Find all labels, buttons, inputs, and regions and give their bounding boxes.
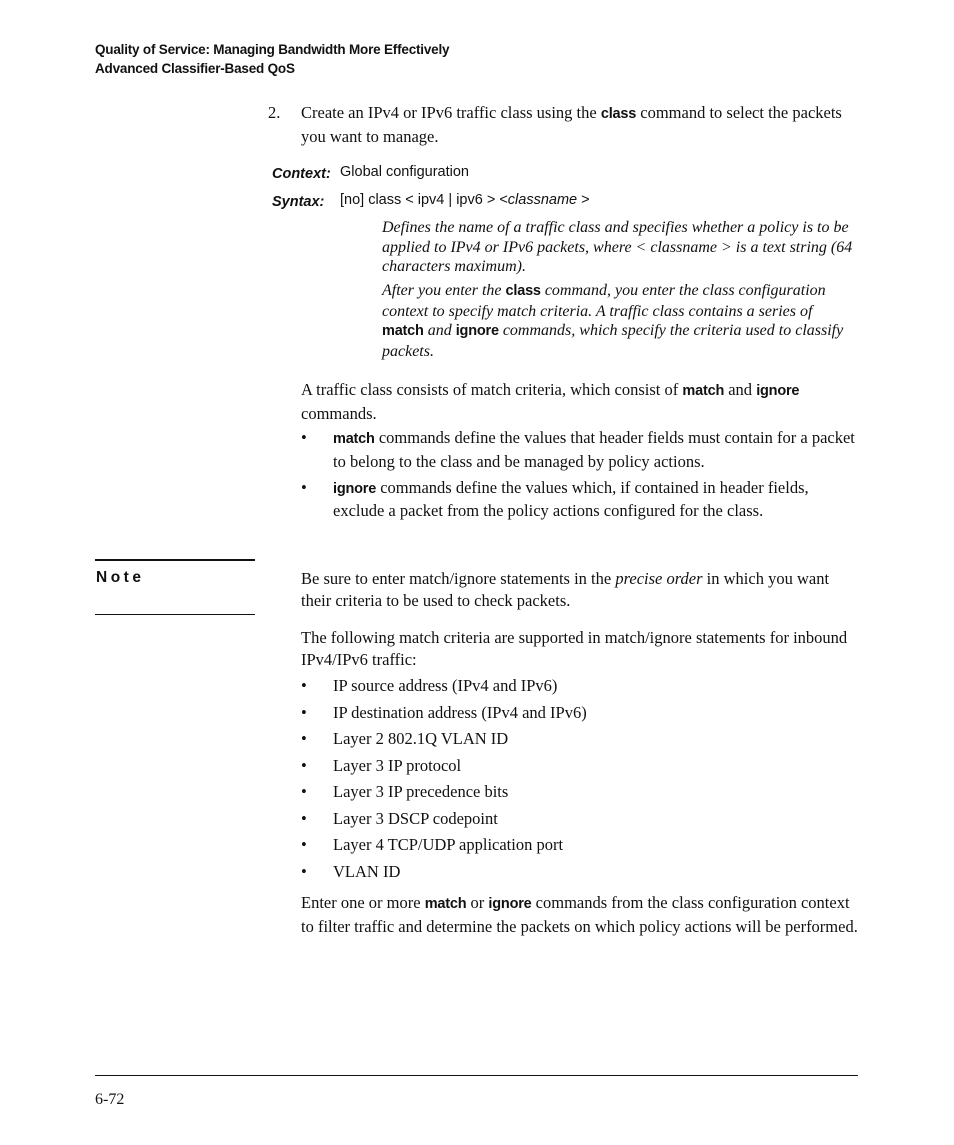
command-match: match — [424, 896, 467, 912]
criteria-intro: The following match criteria are supported in match/ignore statements for inbound IPv4/IPv6 traffic: — [301, 628, 848, 669]
command-class: class — [600, 106, 637, 122]
command-ignore: ignore — [488, 896, 532, 912]
header-chapter-title: Quality of Service: Managing Bandwidth More Effectively — [95, 42, 450, 57]
bullet-marker: • — [301, 428, 307, 447]
list-item: • IP destination address (IPv4 and IPv6) — [301, 702, 587, 722]
bullet-marker: • — [301, 835, 307, 854]
command-match: match — [382, 323, 424, 339]
list-item: • Layer 4 TCP/UDP application port — [301, 835, 564, 854]
syntax-description-2: After you enter the class command, you enter the class configuration context to specify match criteria. A traffic class contains a series of match and ignore commands, which specify the criteria used to classify packets. — [382, 282, 844, 360]
running-header — [95, 40, 449, 78]
list-item: • match commands define the values that header fields must contain for a packet to belong to the class and be managed by policy actions. — [301, 428, 855, 471]
note-rule-bottom — [95, 614, 255, 615]
list-item: • Layer 3 IP precedence bits — [301, 782, 509, 801]
context-label: Context: — [272, 166, 331, 182]
bullet-marker: • — [301, 808, 307, 828]
syntax-param: classname — [507, 192, 578, 208]
header-section-title: Advanced Classifier-Based QoS — [95, 61, 295, 76]
bullet-marker: • — [301, 477, 307, 497]
syntax-label: Syntax: — [272, 194, 325, 210]
command-match: match — [682, 383, 725, 399]
context-value: Global configuration — [340, 164, 469, 180]
bullet-marker: • — [301, 782, 307, 801]
note-text: Be sure to enter match/ignore statements in the precise order in which you want their criteria to be used to check packets. — [301, 569, 830, 610]
note-emphasis: precise order — [615, 569, 703, 588]
context-row — [272, 162, 469, 186]
command-match: match — [333, 431, 375, 447]
step-number: 2. — [268, 103, 281, 122]
command-ignore: ignore — [333, 480, 377, 497]
bullet-marker: • — [301, 861, 307, 881]
command-class: class — [505, 283, 541, 299]
list-item: • Layer 3 IP protocol — [301, 755, 462, 775]
list-item: • Layer 3 DSCP codepoint — [301, 808, 498, 828]
footer-rule — [95, 1075, 858, 1076]
bullet-marker: • — [301, 676, 307, 695]
syntax-description: Defines the name of a traffic class and specifies whether a policy is to be applied to IPv4 or IPv6 packets, where < classname > is a text string (64 characters maximum). — [382, 219, 853, 275]
list-item: • Layer 2 802.1Q VLAN ID — [301, 729, 509, 748]
criteria-list — [301, 675, 859, 887]
syntax-row — [272, 190, 590, 214]
bullet-marker: • — [301, 702, 307, 722]
list-item: • IP source address (IPv4 and IPv6) — [301, 676, 558, 695]
closing-paragraph: Enter one or more match or ignore commands from the class configuration context to filter traffic and determine the packets on which policy actions will be performed. — [301, 893, 858, 936]
list-item: • VLAN ID — [301, 861, 401, 881]
command-ignore: ignore — [455, 323, 499, 339]
bullet-marker: • — [301, 755, 307, 775]
page-number: 6-72 — [95, 1091, 125, 1108]
note-label: Note — [96, 569, 145, 586]
step-text: Create an IPv4 or IPv6 traffic class using the class command to select the packets you want to manage. — [301, 103, 842, 146]
command-bullet-list — [301, 427, 859, 526]
syntax-command: [no] class < ipv4 | ipv6 > <classname > — [340, 192, 590, 208]
bullet-marker: • — [301, 729, 307, 748]
command-ignore: ignore — [756, 383, 800, 399]
traffic-class-paragraph: A traffic class consists of match criteria, which consist of match and ignore commands. — [301, 380, 800, 423]
note-rule-top — [95, 559, 255, 561]
list-item: • ignore commands define the values which, if contained in header fields, exclude a packet from the policy actions configured for the class. — [301, 477, 809, 520]
